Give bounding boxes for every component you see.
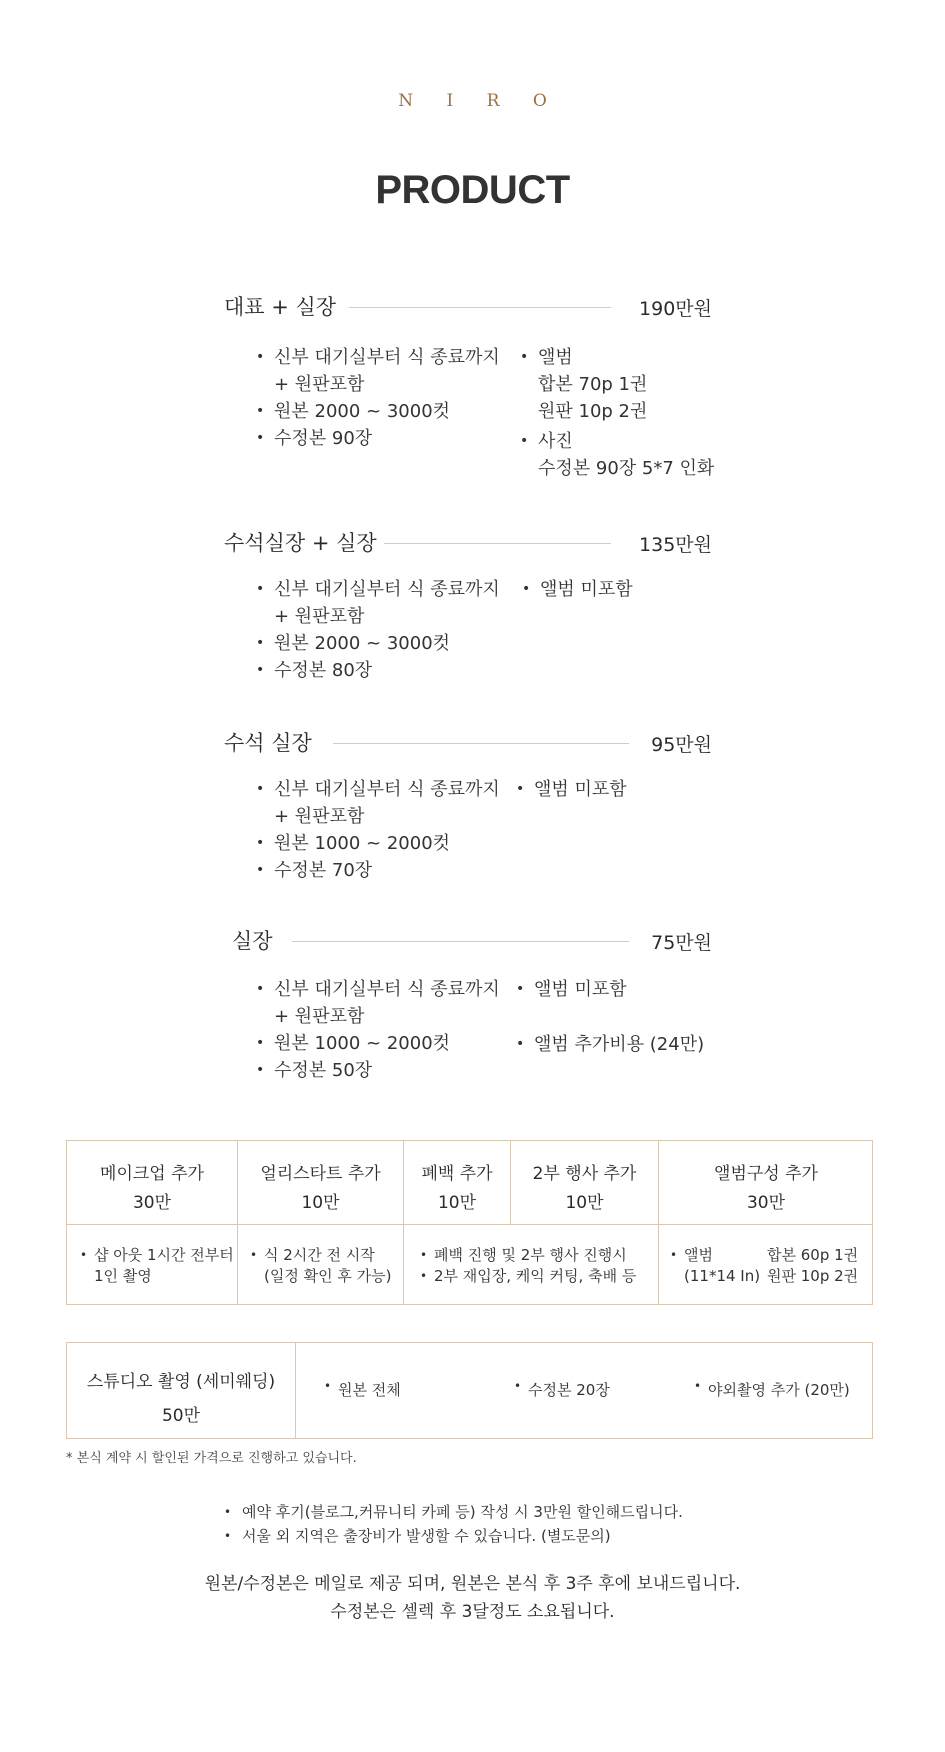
list-item: • 수정본 90장: [256, 425, 500, 452]
package-name: 수석 실장: [224, 731, 312, 755]
package-price: 135만원: [639, 534, 712, 556]
divider: [292, 941, 629, 942]
list-item: • 2부 재입장, 케익 커팅, 축배 등: [420, 1266, 636, 1287]
addon-desc: [670, 1245, 760, 1287]
list-item: • 수정본 70장: [256, 857, 500, 884]
notes: [224, 1500, 683, 1548]
list-item: • 원본 2000 ~ 3000컷: [256, 630, 500, 657]
list-item: • 신부 대기실부터 식 종료까지 + 원판포함: [256, 776, 500, 830]
divider: [349, 307, 611, 308]
addon-price: 10만: [565, 1193, 604, 1213]
list-item: • 신부 대기실부터 식 종료까지 + 원판포함: [256, 344, 500, 398]
package-includes: [520, 344, 714, 482]
list-item: • 예약 후기(블로그,커뮤니티 카페 등) 작성 시 3만원 할인해드립니다.: [224, 1500, 683, 1524]
list-item: • 서울 외 지역은 출장비가 발생할 수 있습니다. (별도문의): [224, 1524, 683, 1548]
package-name: 대표 + 실장: [224, 295, 337, 319]
closing-line: 원본/수정본은 메일로 제공 되며, 원본은 본식 후 3주 후에 보내드립니다.: [204, 1574, 741, 1594]
list-item: • 앨범 합본 70p 1권 원판 10p 2권: [520, 344, 714, 425]
brand-logo: N I R O: [398, 91, 561, 111]
list-item: • 야외촬영 추가 (20만): [694, 1379, 850, 1400]
addon-desc: [250, 1245, 391, 1287]
package-details: [256, 344, 500, 452]
package-details: [256, 576, 500, 684]
list-item: • 신부 대기실부터 식 종료까지 + 원판포함: [256, 976, 500, 1030]
addon-price: 10만: [437, 1193, 477, 1213]
divider: [67, 1224, 872, 1225]
addon-table: [66, 1140, 873, 1305]
package-includes: [516, 976, 704, 1058]
list-item: • 신부 대기실부터 식 종료까지 + 원판포함: [256, 576, 500, 630]
list-item: • 앨범 미포함: [522, 576, 633, 603]
list-item: • 앨범 미포함: [516, 776, 627, 803]
addon-price: 30만: [746, 1193, 786, 1213]
footnote: * 본식 계약 시 할인된 가격으로 진행하고 있습니다.: [66, 1451, 357, 1466]
list-item: • 원본 2000 ~ 3000컷: [256, 398, 500, 425]
addon-title: 폐백 추가: [421, 1164, 493, 1184]
list-item: 원판 10p 2권: [767, 1267, 859, 1285]
addon-price: 30만: [132, 1193, 172, 1213]
closing-text: [0, 1570, 945, 1626]
list-item: • 앨범 추가비용 (24만): [516, 1031, 704, 1058]
divider: [295, 1343, 296, 1438]
studio-title: 스튜디오 촬영 (세미웨딩): [86, 1372, 276, 1392]
addon-desc: [80, 1245, 234, 1287]
list-item: • 사진 수정본 90장 5*7 인화: [520, 428, 714, 482]
package-details: [256, 976, 500, 1084]
page-title: PRODUCT: [375, 168, 570, 212]
list-item: • 원본 1000 ~ 2000컷: [256, 1030, 500, 1057]
studio-price: 50만: [161, 1406, 201, 1426]
addon-price: 10만: [301, 1193, 340, 1213]
divider: [333, 743, 629, 744]
list-item: • 수정본 20장: [514, 1379, 610, 1400]
addon-title: 2부 행사 추가: [532, 1164, 637, 1184]
divider: [384, 543, 611, 544]
list-item: • 앨범 (11*14 In): [670, 1245, 760, 1287]
list-item: • 원본 1000 ~ 2000컷: [256, 830, 500, 857]
addon-title: 얼리스타트 추가: [260, 1164, 381, 1184]
package-includes: [522, 576, 633, 603]
closing-line: 수정본은 셀렉 후 3달정도 소요됩니다.: [330, 1602, 615, 1622]
addon-title: 메이크업 추가: [100, 1164, 204, 1184]
package-includes: [516, 776, 627, 803]
list-item: • 식 2시간 전 시작 (일정 확인 후 가능): [250, 1245, 391, 1287]
list-item: 합본 60p 1권: [767, 1246, 859, 1264]
list-item: • 폐백 진행 및 2부 행사 진행시: [420, 1245, 636, 1266]
addon-title: 앨범구성 추가: [714, 1164, 818, 1184]
package-price: 190만원: [639, 298, 712, 320]
package-price: 95만원: [651, 734, 712, 756]
package-name: 수석실장 + 실장: [224, 531, 377, 555]
list-item: • 수정본 50장: [256, 1057, 500, 1084]
package-price: 75만원: [651, 932, 712, 954]
addon-desc: [767, 1245, 858, 1287]
list-item: • 앨범 미포함: [516, 976, 704, 1003]
package-details: [256, 776, 500, 884]
list-item: • 원본 전체: [324, 1379, 401, 1400]
addon-desc: [420, 1245, 636, 1287]
package-name: 실장: [232, 929, 273, 953]
list-item: • 수정본 80장: [256, 657, 500, 684]
studio-box: [66, 1342, 873, 1439]
list-item: • 샵 아웃 1시간 전부터 1인 촬영: [80, 1245, 234, 1287]
